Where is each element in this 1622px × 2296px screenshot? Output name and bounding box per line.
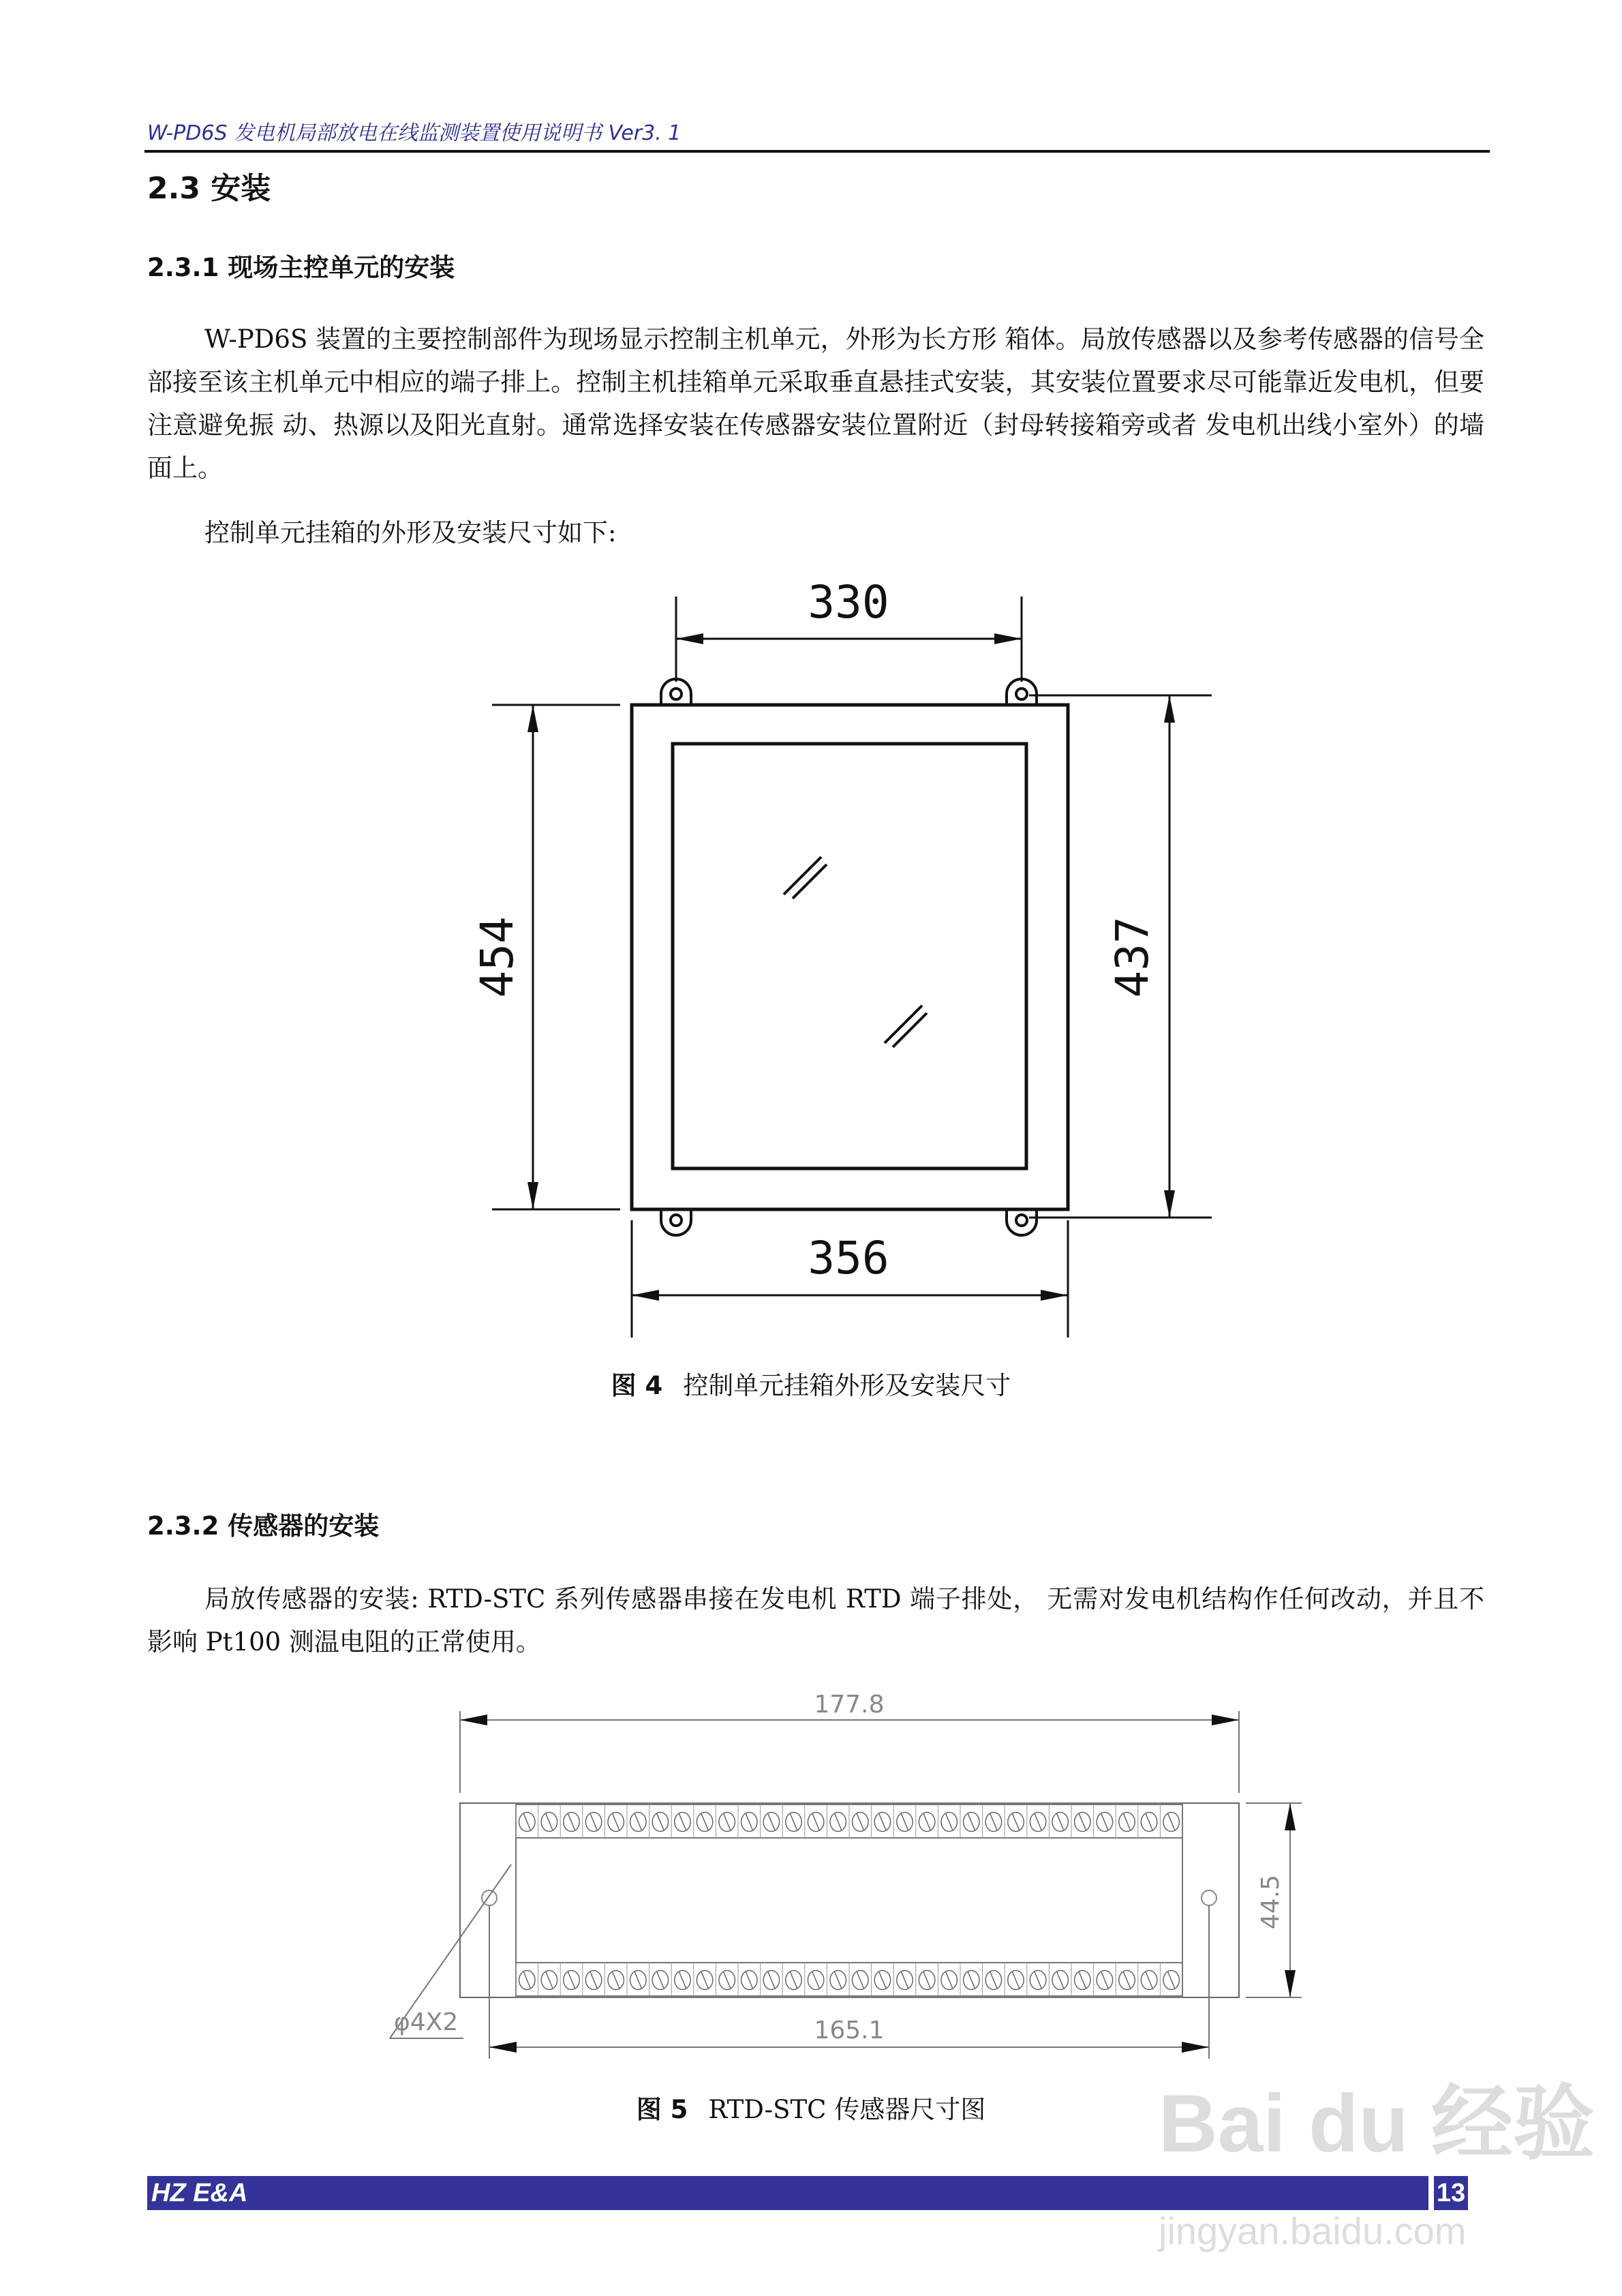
screw-slot (1035, 1814, 1041, 1830)
screw-slot (590, 1972, 597, 1989)
screw-slot (523, 1814, 530, 1830)
sensor-paragraph (147, 1577, 1484, 1663)
screw-slot (990, 1972, 997, 1989)
screw-slot (1057, 1972, 1064, 1989)
screw-slot (879, 1814, 886, 1830)
screw-slot (1101, 1814, 1108, 1830)
intro-text: 控制单元挂箱的外形及安装尺寸如下: (204, 518, 617, 547)
document-header-title: W-PD6S 发电机局部放电在线监测装置使用说明书 Ver3. 1 (147, 121, 682, 145)
dim-height-44-5: 44.5 (1257, 1874, 1285, 1930)
page-number: 13 (1434, 2176, 1468, 2210)
dim-left-454: 454 (471, 916, 523, 998)
screw-slot (946, 1972, 953, 1989)
screw-slot (1168, 1814, 1175, 1830)
screw-slot (835, 1972, 842, 1989)
screw-slot (812, 1814, 819, 1830)
screw-slot (634, 1814, 641, 1830)
screw-slot (1168, 1972, 1175, 1989)
screw-slot (1079, 1972, 1086, 1989)
dim-top-330: 330 (808, 576, 889, 629)
screw-slot (634, 1972, 641, 1989)
screw-slot (791, 1972, 797, 1989)
subsection-heading-main-unit: 2.3.1 现场主控单元的安装 (147, 253, 455, 282)
screw-slot (923, 1972, 930, 1989)
dim-hole-diameter: φ4X2 (394, 2008, 459, 2036)
screw-slot (968, 1814, 975, 1830)
footer-company: HZ E&A (151, 2179, 248, 2207)
screw-slot (791, 1814, 797, 1830)
screw-slot (1146, 1972, 1152, 1989)
footer-bar (147, 2176, 1428, 2210)
screw-slot (879, 1972, 886, 1989)
screw-slot (1013, 1972, 1020, 1989)
screw-slot (568, 1814, 575, 1830)
screw-slot (768, 1814, 775, 1830)
screw-slot (968, 1972, 975, 1989)
screw-slot (657, 1972, 664, 1989)
dim-bottom-356: 356 (808, 1232, 889, 1284)
screw-slot (902, 1972, 908, 1989)
screw-slot (590, 1814, 597, 1830)
screw-slot (746, 1972, 752, 1989)
screw-slot (701, 1814, 708, 1830)
screw-slot (613, 1972, 619, 1989)
screw-slot (768, 1972, 775, 1989)
screw-slot (724, 1972, 731, 1989)
screw-slot (1079, 1814, 1086, 1830)
baidu-watermark-url: jingyan.baidu.com (1159, 2209, 1467, 2252)
screw-slot (857, 1972, 863, 1989)
figure-5-dimension-lines (390, 1711, 1302, 2059)
subsection-heading-sensor: 2.3.2 传感器的安装 (147, 1511, 380, 1541)
screw-slot (701, 1972, 708, 1989)
control-box-outline (632, 679, 1068, 1235)
baidu-watermark-logo: Bai du 经验 (1159, 2078, 1595, 2169)
dim-hole-spacing-165-1: 165.1 (814, 2016, 885, 2044)
screw-slot (679, 1972, 686, 1989)
paragraph-text: 局放传感器的安装: RTD-STC 系列传感器串接在发电机 RTD 端子排处， 无需对发电机结构作任何改动，并且不影响 Pt100 测温电阻的正常使用。 (147, 1584, 1484, 1657)
section-heading: 2.3 安装 (147, 171, 271, 206)
figure-4-caption (0, 1365, 1622, 1402)
screw-slot (746, 1814, 752, 1830)
screw-slot (1057, 1814, 1064, 1830)
screw-slot (835, 1814, 842, 1830)
dim-width-177-8: 177.8 (814, 1691, 885, 1719)
screw-slot (523, 1972, 530, 1989)
screw-slot (812, 1972, 819, 1989)
screw-slot (1101, 1972, 1108, 1989)
screw-slot (568, 1972, 575, 1989)
screw-slot (1146, 1814, 1152, 1830)
screw-slot (1124, 1814, 1131, 1830)
figure-4-dimension-lines (492, 596, 1212, 1338)
screw-slot (546, 1972, 553, 1989)
figure-5-number: 图 5 (636, 2095, 688, 2124)
screw-slot (923, 1814, 930, 1830)
screw-slot (1124, 1972, 1131, 1989)
screw-slot (546, 1814, 553, 1830)
screw-slot (679, 1814, 686, 1830)
dim-right-437: 437 (1106, 916, 1159, 998)
screw-slot (902, 1814, 908, 1830)
figure-4-caption-text: 控制单元挂箱外形及安装尺寸 (683, 1371, 1011, 1400)
screw-slot (724, 1814, 731, 1830)
screw-slot (990, 1814, 997, 1830)
screw-slot (1035, 1972, 1041, 1989)
screw-slot (946, 1814, 953, 1830)
screw-slot (1013, 1814, 1020, 1830)
screw-slot (657, 1814, 664, 1830)
screw-slot (857, 1814, 863, 1830)
terminal-strips (516, 1804, 1182, 1996)
figure-5-caption-text: RTD-STC 传感器尺寸图 (708, 2095, 986, 2124)
paragraph-text: W-PD6S 装置的主要控制部件为现场显示控制主机单元，外形为长方形 箱体。局放传感器以及参考传感器的信号全部接至该主机单元中相应的端子排上。控制主机挂箱单元采取垂直悬挂式安装，其安装位置要求尽可能靠近发电机，但要注意避免振 动、热源以及阳光直射。通常选择安装在传感器安装位置附近（封母转接箱旁或者 发电机出线小室外）的墙面上。 (147, 324, 1484, 483)
figure-4-number: 图 4 (611, 1371, 663, 1400)
screw-slot (613, 1814, 619, 1830)
